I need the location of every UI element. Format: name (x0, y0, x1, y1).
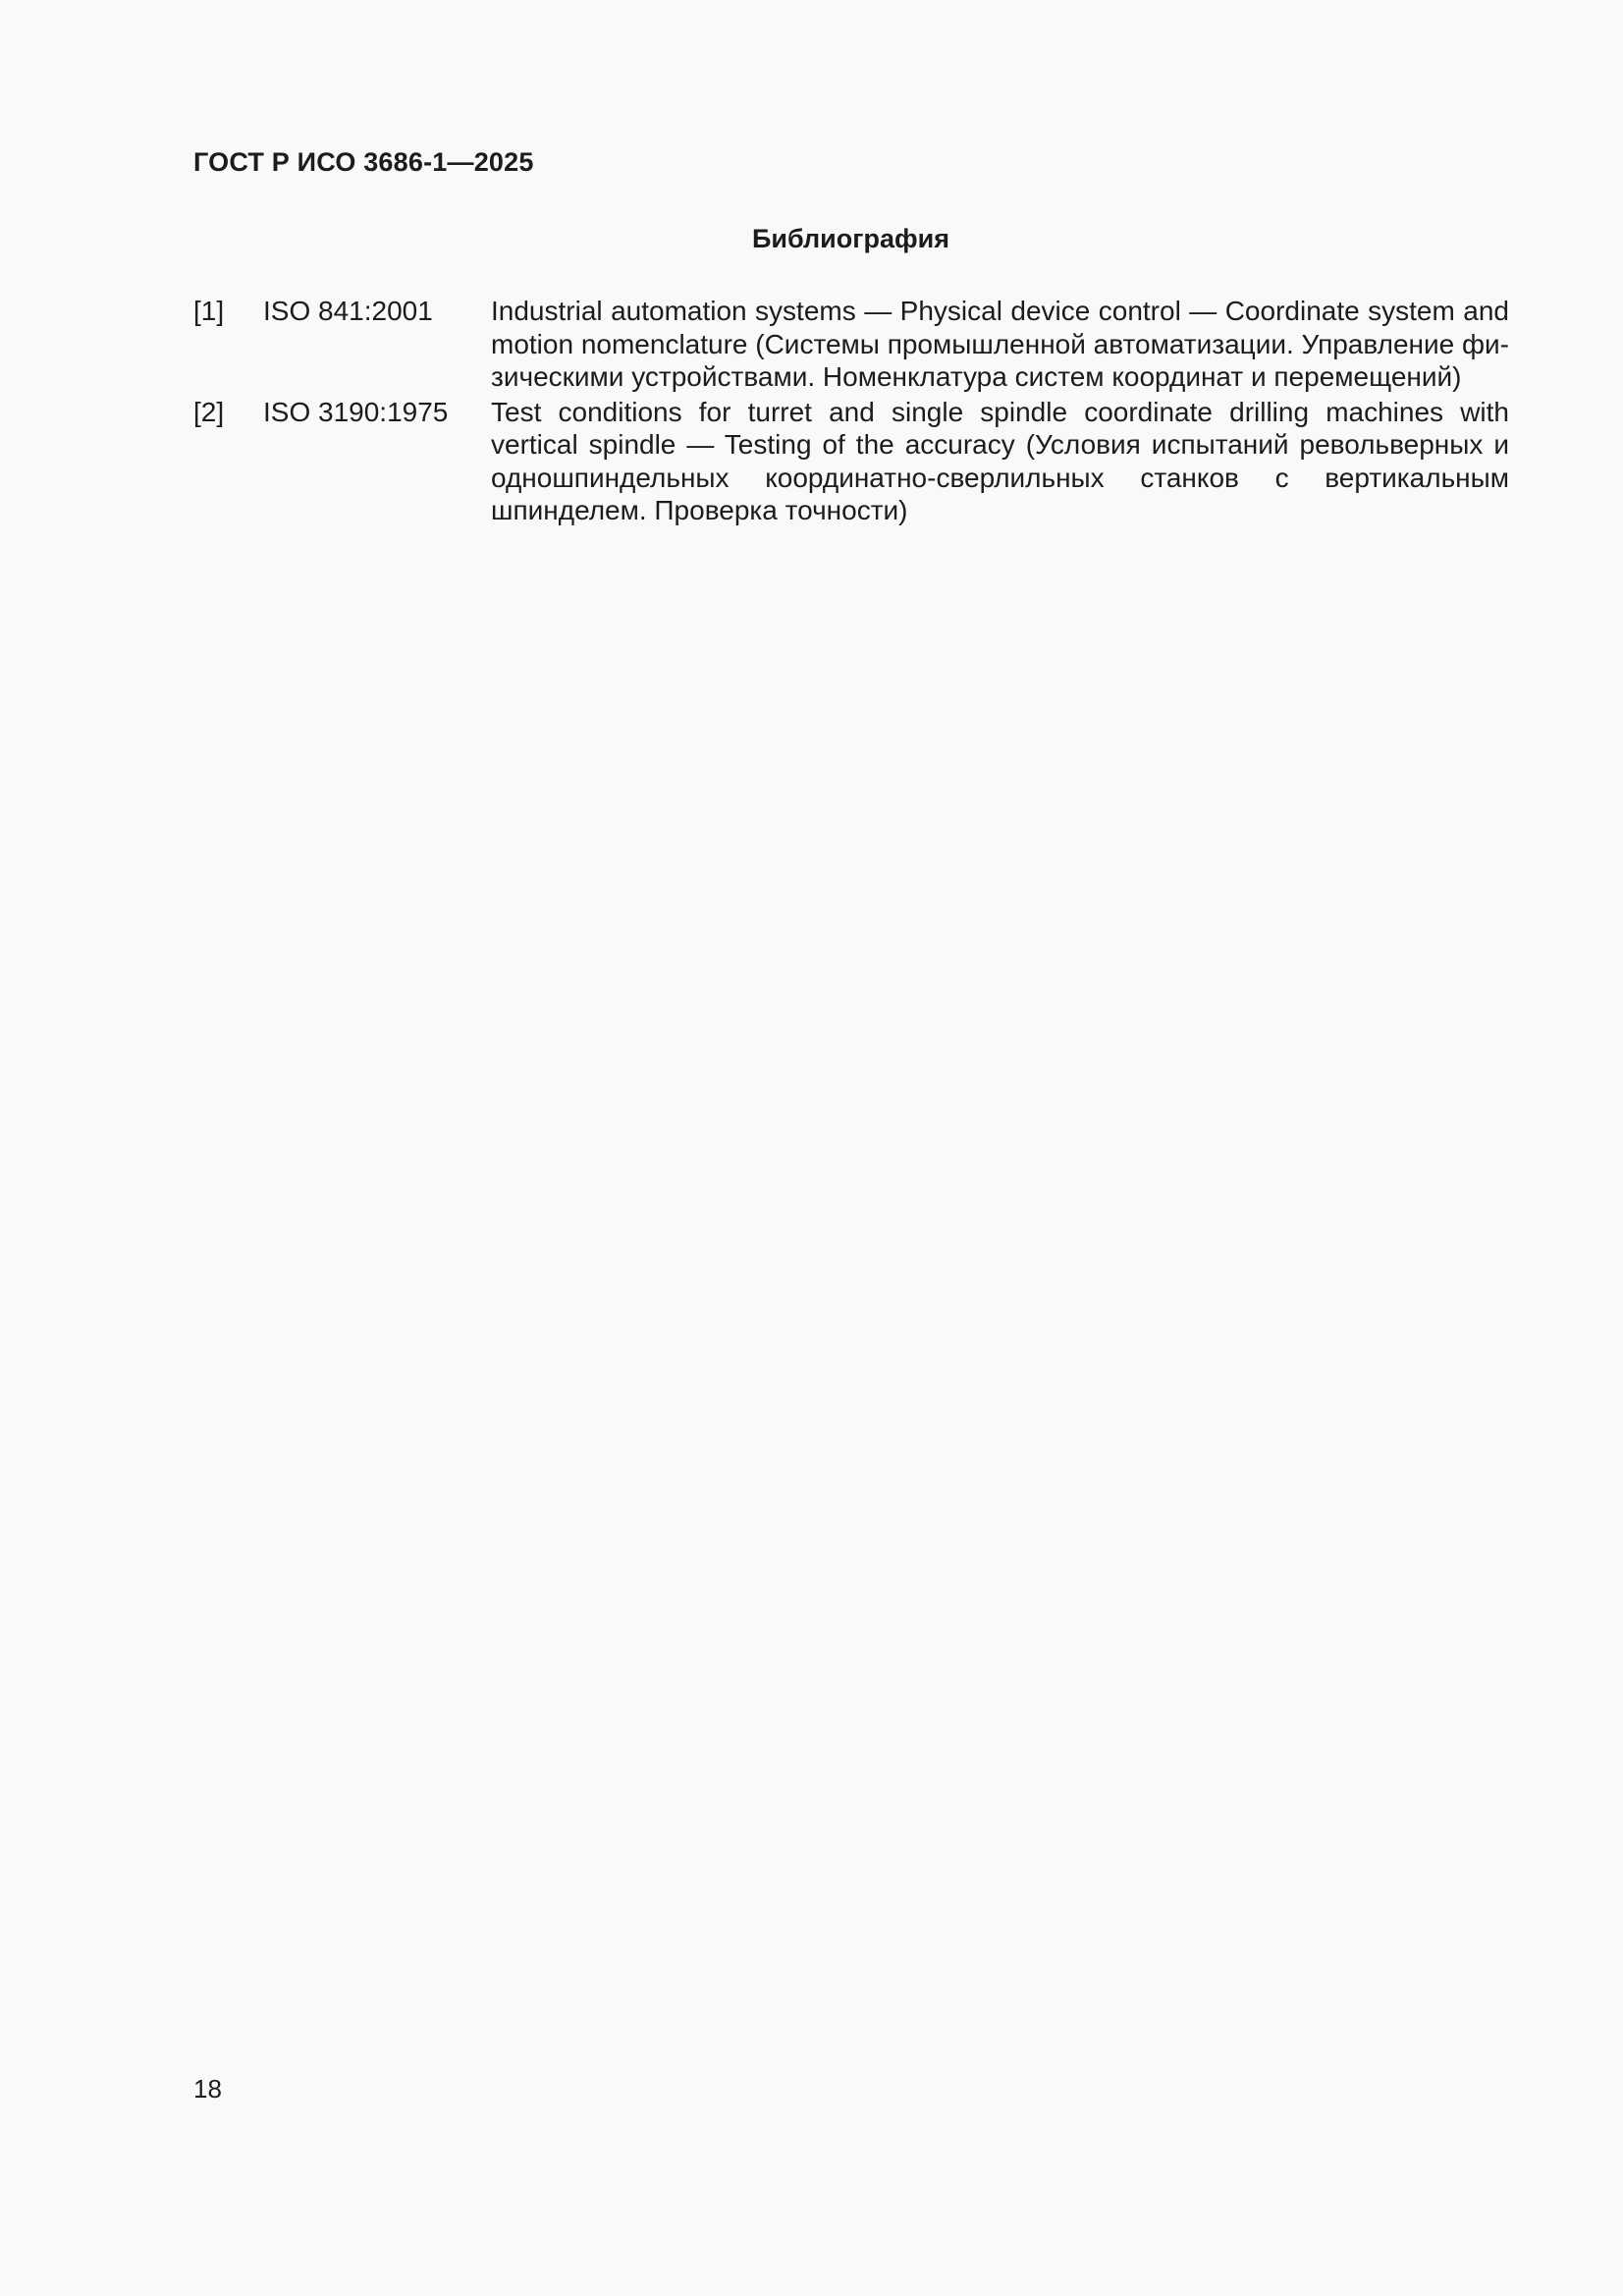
standard-code: ISO 3190:1975 (263, 396, 449, 427)
bibliography-entry (193, 396, 1509, 527)
page-number: 18 (193, 2074, 222, 2104)
bibliography-list (193, 295, 1509, 529)
entry-number: [2] (193, 396, 225, 427)
bibliography-entry (193, 295, 1509, 394)
standard-title: Industrial automation systems — Physical device control — Coordinate system and motion nomenclature (Системы промышленной автоматизации. Управление физическими устройствами. Номенклатура систем координат и перемещений) (491, 296, 1509, 392)
standard-code: ISO 841:2001 (263, 296, 433, 326)
standard-title: Test conditions for turret and single spindle coordinate drilling machines with vertical spindle — Testing of the accuracy (Условия испытаний револьверных и одношпиндельных координатно-сверлильных станков с вертикальным шпинделем. Проверка точности) (491, 396, 1509, 525)
entry-number: [1] (193, 296, 225, 326)
section-title: Библиография (752, 224, 949, 253)
document-header: ГОСТ Р ИСО 3686-1—2025 (193, 147, 534, 177)
